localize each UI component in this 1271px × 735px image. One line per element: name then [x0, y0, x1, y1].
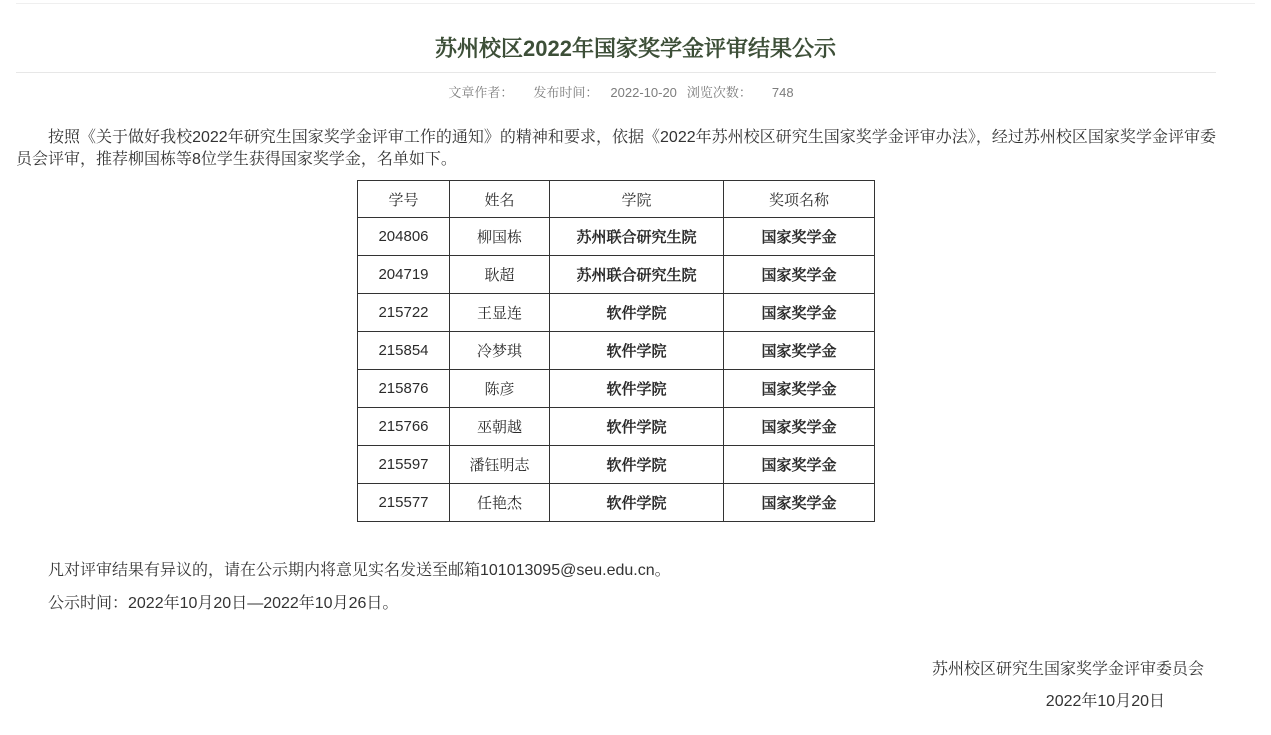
table-row	[358, 218, 875, 256]
cell-student-id: 204719	[358, 256, 450, 294]
objection-paragraph: 凡对评审结果有异议的，请在公示期内将意见实名发送至邮箱101013095@seu.edu.cn。	[48, 562, 671, 579]
table-row	[358, 408, 875, 446]
cell-student-id: 215766	[358, 408, 450, 446]
article-meta	[16, 85, 1216, 100]
cell-name: 柳国栋	[450, 218, 550, 256]
publish-date: 2022-10-20	[610, 85, 677, 100]
table-row	[358, 256, 875, 294]
header-student-id: 学号	[358, 181, 450, 218]
signature-block	[16, 661, 1216, 710]
cell-college: 苏州联合研究生院	[550, 256, 724, 294]
intro-paragraph: 按照《关于做好我校2022年研究生国家奖学金评审工作的通知》的精神和要求，依据《2022年苏州校区研究生国家奖学金评审办法》，经过苏州校区国家奖学金评审委员会评审，推荐柳国栋等8位学生获得国家奖学金，名单如下。	[16, 129, 1216, 168]
cell-student-id: 215854	[358, 332, 450, 370]
cell-award: 国家奖学金	[724, 256, 875, 294]
signature-date: 2022年10月20日	[1045, 693, 1165, 710]
cell-award: 国家奖学金	[724, 332, 875, 370]
cell-award: 国家奖学金	[724, 370, 875, 408]
title-divider	[16, 72, 1216, 73]
cell-student-id: 215597	[358, 446, 450, 484]
cell-college: 苏州联合研究生院	[550, 218, 724, 256]
results-table-head	[358, 181, 875, 218]
views-count: 748	[771, 85, 794, 100]
cell-name: 王显连	[450, 294, 550, 332]
cell-college: 软件学院	[550, 484, 724, 522]
cell-student-id: 204806	[358, 218, 450, 256]
cell-award: 国家奖学金	[724, 408, 875, 446]
header-row	[358, 181, 875, 218]
header-award: 奖项名称	[724, 181, 875, 218]
cell-student-id: 215876	[358, 370, 450, 408]
cell-award: 国家奖学金	[724, 484, 875, 522]
table-row	[358, 370, 875, 408]
cell-college: 软件学院	[550, 370, 724, 408]
table-row	[358, 294, 875, 332]
signature-committee: 苏州校区研究生国家奖学金评审委员会	[931, 661, 1204, 678]
cell-college: 软件学院	[550, 408, 724, 446]
cell-name: 耿超	[450, 256, 550, 294]
cell-college: 软件学院	[550, 446, 724, 484]
cell-award: 国家奖学金	[724, 294, 875, 332]
cell-name: 任艳杰	[450, 484, 550, 522]
table-row	[358, 484, 875, 522]
cell-name: 潘钰明志	[450, 446, 550, 484]
author-label: 文章作者：	[448, 85, 514, 100]
cell-college: 软件学院	[550, 332, 724, 370]
page-title: 苏州校区2022年国家奖学金评审结果公示	[435, 36, 836, 61]
cell-award: 国家奖学金	[724, 446, 875, 484]
header-college: 学院	[550, 181, 724, 218]
results-table	[357, 180, 875, 522]
cell-name: 巫朝越	[450, 408, 550, 446]
cell-student-id: 215577	[358, 484, 450, 522]
cell-student-id: 215722	[358, 294, 450, 332]
publish-label: 发布时间：	[533, 85, 599, 100]
table-row	[358, 332, 875, 370]
header-name: 姓名	[450, 181, 550, 218]
article-content	[16, 85, 1216, 710]
cell-award: 国家奖学金	[724, 218, 875, 256]
cell-name: 冷梦琪	[450, 332, 550, 370]
cell-name: 陈彦	[450, 370, 550, 408]
results-table-body	[358, 218, 875, 522]
views-label: 浏览次数：	[686, 85, 752, 100]
top-divider	[16, 3, 1255, 4]
table-row	[358, 446, 875, 484]
cell-college: 软件学院	[550, 294, 724, 332]
publicity-period: 公示时间：2022年10月20日—2022年10月26日。	[48, 595, 399, 612]
